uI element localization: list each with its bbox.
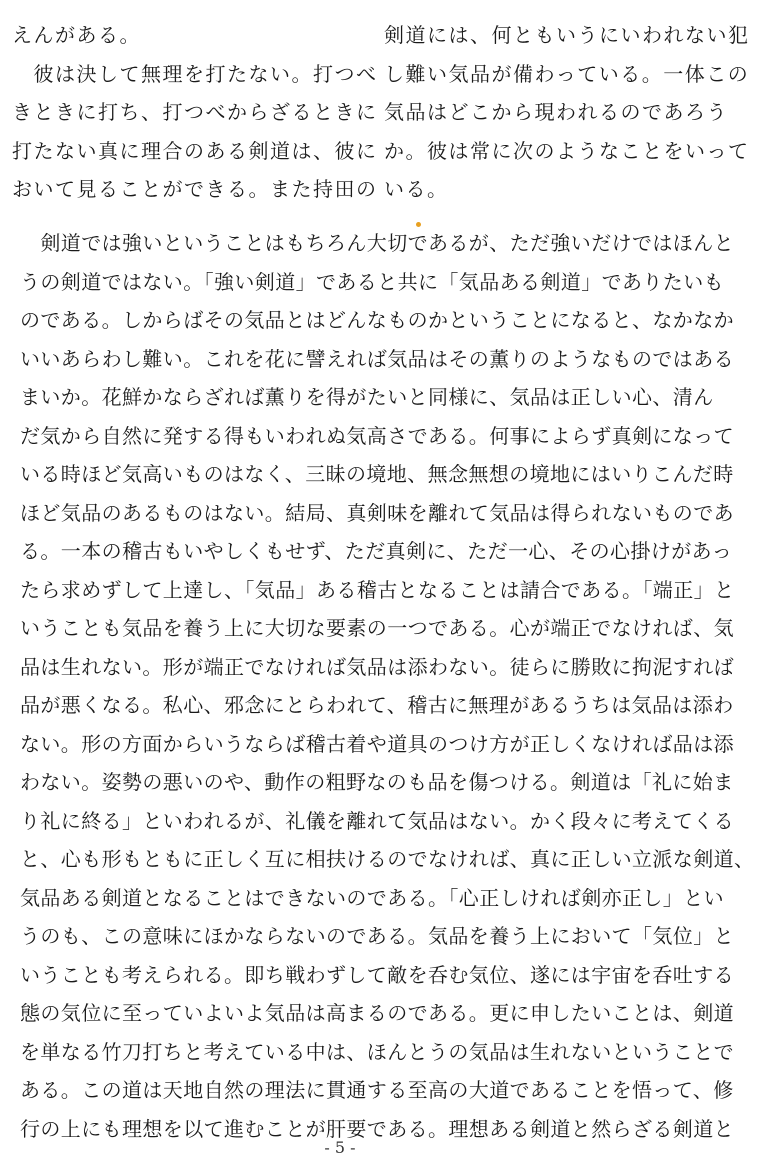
quote-line: を単なる竹刀打ちと考えている中は、ほんとうの気品は生れないということで: [20, 1039, 734, 1064]
column-left: [12, 16, 378, 209]
quote-line: 行の上にも理想を以て進むことが肝要である。理想ある剣道と然らざる剣道と: [20, 1116, 734, 1141]
quote-line: ほど気品のあるものはない。結局、真剣味を離れて気品は得られないものであ: [20, 500, 734, 525]
page-number: - 5 -: [324, 1138, 356, 1157]
quote-line: いうことも考えられる。即ち戦わずして敵を呑む気位、遂には宇宙を呑吐する: [20, 962, 734, 987]
quote-line: ない。形の方面からいうならば稽古着や道具のつけ方が正しくなければ品は添: [20, 731, 734, 756]
quote-line: り礼に終る」といわれるが、礼儀を離れて気品はない。かく段々に考えてくる: [20, 808, 734, 833]
column-right: [384, 16, 750, 209]
quote-line: わない。姿勢の悪いのや、動作の粗野なのも品を傷つける。剣道は「礼に始ま: [20, 770, 734, 794]
quote-line: 品は生れない。形が端正でなければ気品は添わない。徒らに勝敗に拘泥すれば: [20, 654, 734, 679]
text-line: 剣道には、何ともいうにいわれない犯: [384, 23, 750, 47]
quote-line: だ気から自然に発する得もいわれぬ気高さである。何事によらず真剣になって: [20, 423, 734, 448]
quote-line: うの剣道ではない。「強い剣道」であると共に「気品ある剣道」でありたいも: [20, 269, 724, 294]
quote-line: 剣道では強いということはもちろん大切であるが、ただ強いだけではほんと: [20, 231, 734, 255]
text-line: えんがある。: [12, 23, 141, 47]
quote-line: のである。しからばその気品とはどんなものかということになると、なかなか: [20, 308, 734, 332]
quote-line: る。一本の稽古もいやしくもせず、ただ真剣に、ただ一心、その心掛けがあっ: [20, 539, 733, 563]
quote-line: いいあらわし難い。これを花に譬えれば気品はその薫りのようなものではある: [20, 346, 734, 371]
quote-line: たら求めずして上達し、「気品」ある稽古となることは請合である。「端正」と: [20, 577, 735, 602]
text-line: 彼は決して無理を打たない。打つべ: [12, 61, 378, 86]
text-line: きときに打ち、打つべからざるときに: [12, 100, 378, 124]
quote-line: 品が悪くなる。私心、邪念にとらわれて、稽古に無理があるうちは気品は添わ: [20, 693, 734, 717]
quote-line: うのも、この意味にほかならないのである。気品を養う上において「気位」と: [20, 924, 734, 948]
quote-line: 気品ある剣道となることはできないのである。「心正しければ剣亦正し」とい: [20, 885, 724, 910]
quote-line: 態の気位に至っていよいよ気品は高まるのである。更に申したいことは、剣道: [20, 1001, 734, 1025]
quote-line: まいか。花鮮かならざれば薫りを得がたいと同様に、気品は正しい心、清ん: [20, 385, 714, 409]
text-line: 打たない真に理合のある剣道は、彼に: [12, 138, 378, 163]
text-line: し難い気品が備わっている。一体この: [384, 61, 750, 86]
quote-line: いる時ほど気高いものはなく、三昧の境地、無念無想の境地にはいりこんだ時: [20, 462, 734, 486]
quote-line: と、心も形もともに正しく互に相扶けるのでなければ、真に正しい立派な剣道、: [20, 847, 755, 871]
quote-block: [20, 224, 755, 1148]
text-line: か。彼は常に次のようなことをいって: [384, 138, 750, 163]
text-line: 気品はどこから現われるのであろう: [384, 100, 728, 124]
quote-line: いうことも気品を養う上に大切な要素の一つである。心が端正でなければ、気: [20, 616, 734, 640]
text-line: いる。: [384, 177, 449, 201]
quote-line: ある。この道は天地自然の理法に貫通する至高の大道であることを悟って、修: [20, 1078, 734, 1102]
text-line: おいて見ることができる。また持田の: [12, 177, 378, 201]
